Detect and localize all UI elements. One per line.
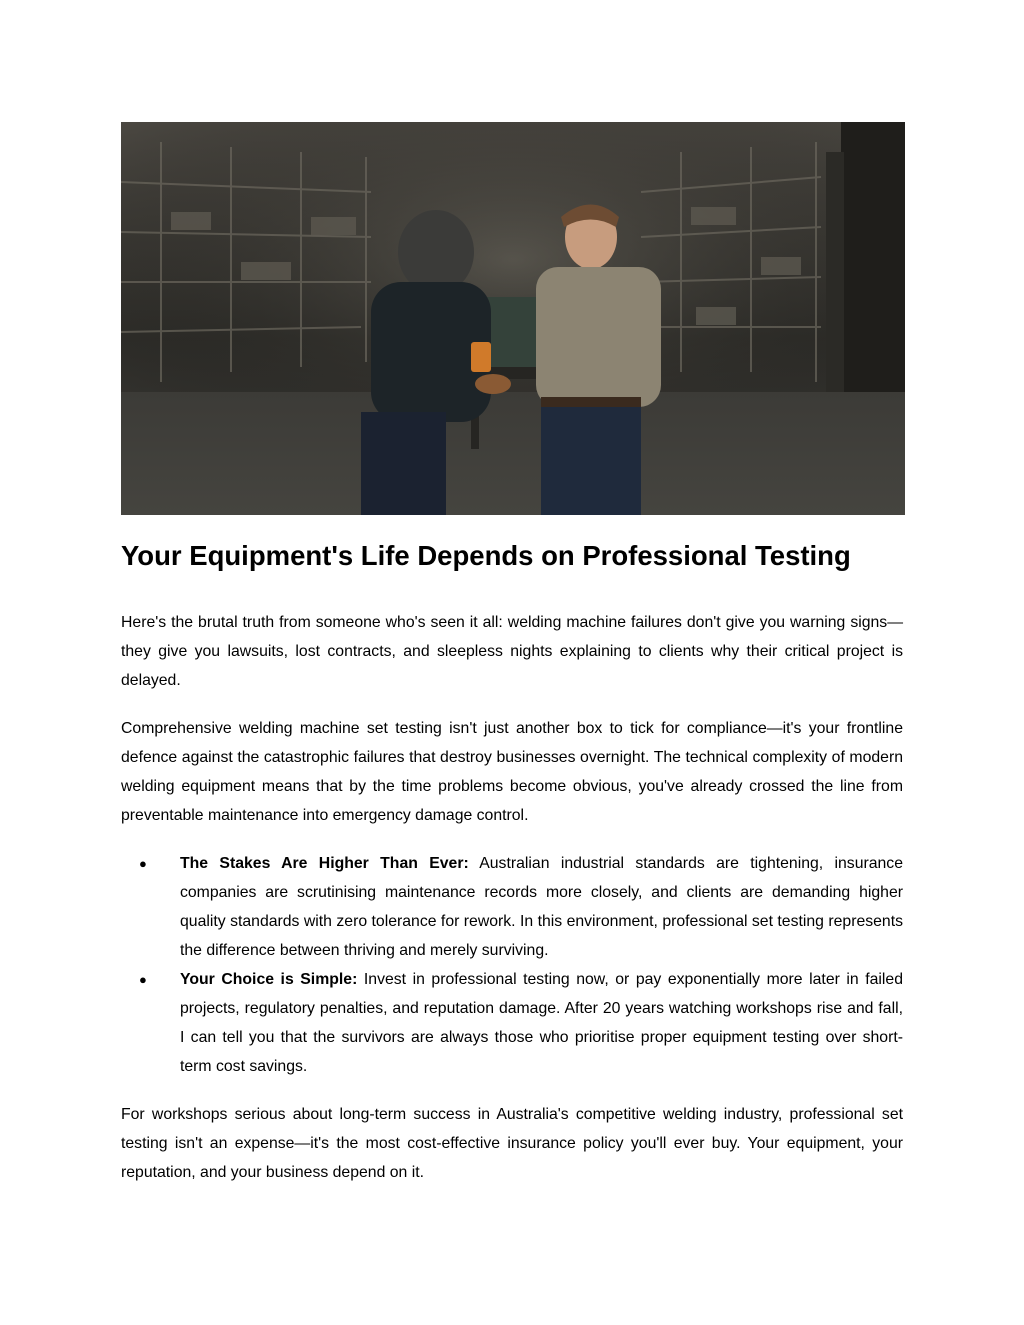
list-item-heading: The Stakes Are Higher Than Ever: — [180, 855, 469, 872]
key-points-list — [121, 849, 903, 1081]
bullet-icon: ● — [139, 972, 147, 987]
list-item-heading: Your Choice is Simple: — [180, 971, 358, 988]
list-item-text: Invest in professional testing now, or pay exponentially more later in failed projects, regulatory penalties, and reputation damage. After 20 years watching workshops rise and fall, I can tell you that the survivors are always those who prioritise proper equipment testing over short-term cost savings. — [180, 971, 904, 1075]
list-item-text: Australian industrial standards are tightening, insurance companies are scrutinising maintenance records more closely, and clients are demanding higher quality standards with zero tolerance for rework. In this environment, professional set testing represents the difference between thriving and merely surviving. — [180, 855, 903, 959]
list-item — [121, 849, 903, 965]
list-item — [121, 965, 903, 1081]
closing-paragraph: For workshops serious about long-term success in Australia's competitive welding industry, professional set testing isn't an expense—it's the most cost-effective insurance policy you'll ever buy. Your equipment, your reputation, and your business depend on it. — [121, 1106, 903, 1181]
body-paragraph: Comprehensive welding machine set testing isn't just another box to tick for compliance—it's your frontline defence against the catastrophic failures that destroy businesses overnight. The technical complexity of modern welding equipment means that by the time problems become obvious, you've already crossed the line from preventable maintenance into emergency damage control. — [121, 720, 903, 824]
bullet-icon: ● — [139, 856, 147, 871]
intro-paragraph: Here's the brutal truth from someone who's seen it all: welding machine failures don't give you warning signs—they give you lawsuits, lost contracts, and sleepless nights explaining to clients why their critical project is delayed. — [121, 614, 903, 689]
article — [121, 122, 903, 1187]
page-title: Your Equipment's Life Depends on Professional Testing — [121, 540, 851, 571]
hero-image — [121, 122, 905, 515]
